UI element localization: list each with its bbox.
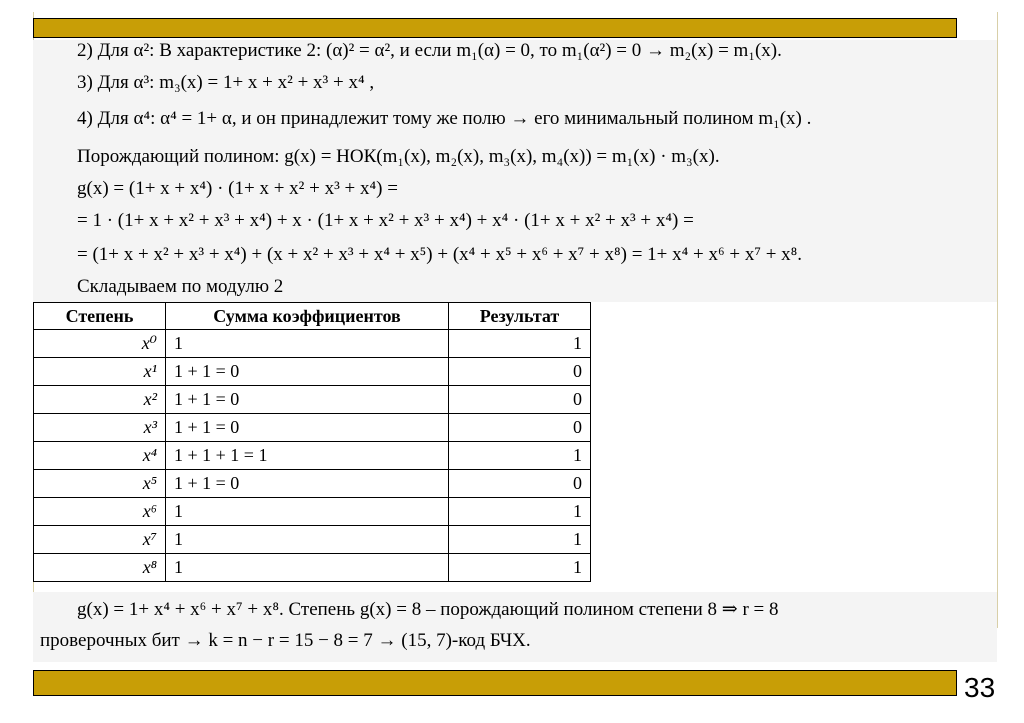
line-gx-expand: = 1 · (1+ x + x² + x³ + x⁴) + x · (1+ x + x² + x³ + x⁴) + x⁴ · (1+ x + x² + x³ + x⁴) = xyxy=(77,210,694,231)
table-row xyxy=(34,526,591,554)
cell-degree: x² xyxy=(34,386,166,414)
cell-degree: x³ xyxy=(34,414,166,442)
cell-result: 1 xyxy=(449,554,591,582)
cell-sum: 1 + 1 = 0 xyxy=(166,470,449,498)
table-row xyxy=(34,358,591,386)
line-mod2: Складываем по модулю 2 xyxy=(77,276,284,297)
cell-result: 0 xyxy=(449,414,591,442)
bottom-decor-bar xyxy=(33,670,957,696)
cell-result: 1 xyxy=(449,498,591,526)
line-conclusion-1: g(x) = 1+ x⁴ + x⁶ + x⁷ + x⁸. Степень g(x) = 8 – порождающий полином степени 8 ⇒ r = 8 xyxy=(77,599,779,620)
coefficient-table xyxy=(33,302,591,582)
line-alpha4: 4) Для α⁴: α⁴ = 1+ α, и он принадлежит тому же полю → его минимальный полином m₁(x) . xyxy=(77,108,812,129)
table-header-row xyxy=(34,303,591,330)
cell-degree: x¹ xyxy=(34,358,166,386)
cell-degree: x⁷ xyxy=(34,526,166,554)
table-row xyxy=(34,470,591,498)
line-alpha3: 3) Для α³: m₃(x) = 1+ x + x² + x³ + x⁴ , xyxy=(77,72,375,93)
line-gx-product: g(x) = (1+ x + x⁴) · (1+ x + x² + x³ + x⁴) = xyxy=(77,178,398,199)
cell-sum: 1 xyxy=(166,498,449,526)
cell-sum: 1 + 1 = 0 xyxy=(166,358,449,386)
cell-degree: x⁸ xyxy=(34,554,166,582)
cell-result: 1 xyxy=(449,330,591,358)
table-row xyxy=(34,330,591,358)
table-row xyxy=(34,498,591,526)
cell-sum: 1 + 1 = 0 xyxy=(166,414,449,442)
cell-degree: x⁴ xyxy=(34,442,166,470)
header-sum: Сумма коэффициентов xyxy=(166,303,449,330)
cell-result: 0 xyxy=(449,386,591,414)
cell-sum: 1 xyxy=(166,330,449,358)
line-generator: Порождающий полином: g(x) = НОК(m₁(x), m₂(x), m₃(x), m₄(x)) = m₁(x) · m₃(x). xyxy=(77,146,720,167)
cell-sum: 1 xyxy=(166,526,449,554)
table-row xyxy=(34,414,591,442)
cell-degree: x⁵ xyxy=(34,470,166,498)
cell-result: 1 xyxy=(449,442,591,470)
line-alpha2: 2) Для α²: В характеристике 2: (α)² = α², и если m₁(α) = 0, то m₁(α²) = 0 → m₂(x) = m₁(x). xyxy=(77,40,782,61)
table-row xyxy=(34,386,591,414)
cell-result: 0 xyxy=(449,470,591,498)
cell-result: 0 xyxy=(449,358,591,386)
top-decor-bar xyxy=(33,18,957,38)
page-number: 33 xyxy=(964,672,996,703)
table-row xyxy=(34,554,591,582)
line-conclusion-2: проверочных бит → k = n − r = 15 − 8 = 7 → (15, 7)-код БЧХ. xyxy=(40,630,531,651)
cell-degree: x⁰ xyxy=(34,330,166,358)
cell-sum: 1 + 1 + 1 = 1 xyxy=(166,442,449,470)
table-row xyxy=(34,442,591,470)
cell-sum: 1 + 1 = 0 xyxy=(166,386,449,414)
cell-degree: x⁶ xyxy=(34,498,166,526)
line-gx-sum: = (1+ x + x² + x³ + x⁴) + (x + x² + x³ + x⁴ + x⁵) + (x⁴ + x⁵ + x⁶ + x⁷ + x⁸) = 1+ x⁴ + x⁶ + x⁷ + x⁸. xyxy=(77,244,803,265)
cell-sum: 1 xyxy=(166,554,449,582)
header-degree: Степень xyxy=(34,303,166,330)
cell-result: 1 xyxy=(449,526,591,554)
header-result: Результат xyxy=(449,303,591,330)
